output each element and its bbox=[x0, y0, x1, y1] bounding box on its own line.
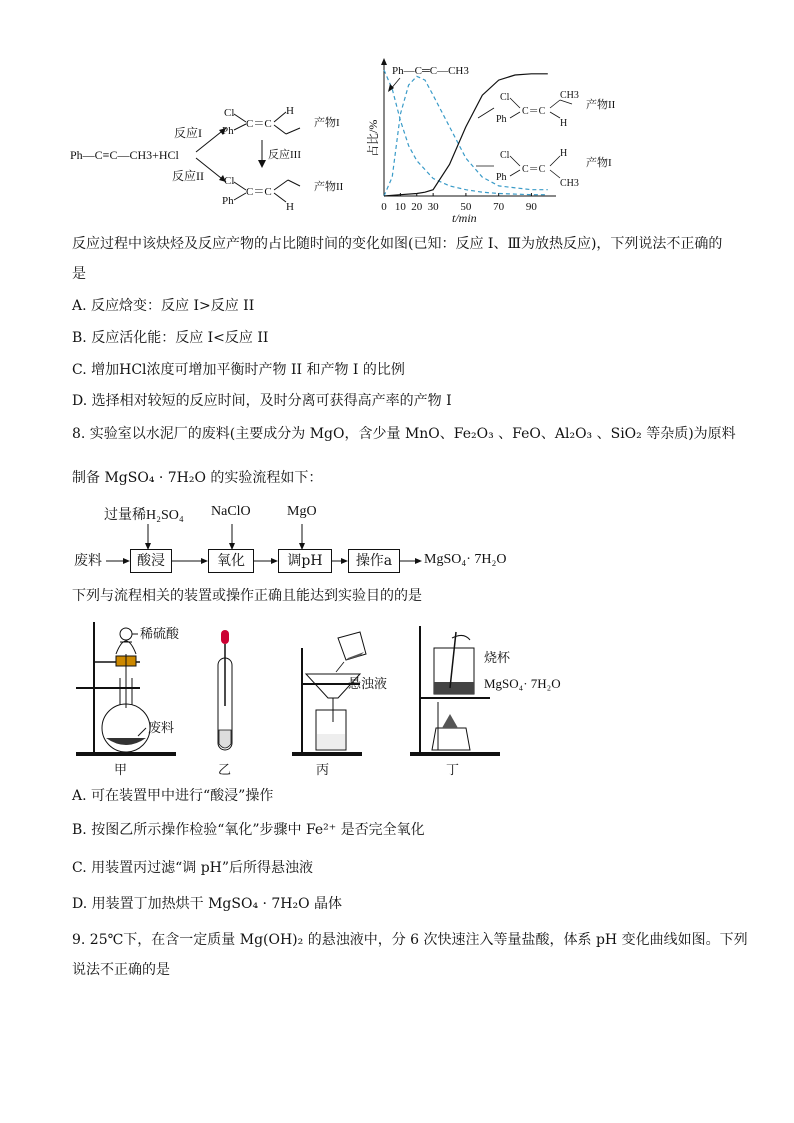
flow-step-oxidation: 氧化 bbox=[208, 549, 254, 573]
q7-option-b[interactable]: B. 反应活化能：反应 I<反应 II bbox=[72, 330, 269, 346]
svg-text:稀硫酸: 稀硫酸 bbox=[140, 626, 180, 641]
svg-text:C＝C: C＝C bbox=[522, 106, 546, 117]
p2-annotation: 产物II bbox=[586, 99, 616, 111]
x-axis-label: t/min bbox=[452, 211, 477, 225]
flow-reagent3: MgO bbox=[287, 504, 317, 519]
label-jia: 甲 bbox=[114, 762, 128, 777]
apparatus-jia bbox=[76, 622, 180, 777]
series-line-1 bbox=[384, 76, 548, 196]
apparatus-ding bbox=[410, 626, 561, 777]
q9-stem-line2: 说法不正确的是 bbox=[72, 962, 170, 978]
x-tick-label: 90 bbox=[525, 201, 537, 213]
svg-text:H: H bbox=[560, 148, 568, 159]
flow-start: 废料 bbox=[74, 553, 102, 569]
q8-question: 下列与流程相关的装置或操作正确且能达到实验目的的是 bbox=[72, 588, 422, 604]
q7-option-d[interactable]: D. 选择相对较短的反应时间，及时分离可获得高产率的产物 I bbox=[72, 393, 452, 409]
q8-option-a[interactable]: A. 可在装置甲中进行“酸浸”操作 bbox=[72, 788, 274, 804]
q8-option-c[interactable]: C. 用装置丙过滤“调 pH”后所得悬浊液 bbox=[72, 860, 314, 876]
q8-option-d[interactable]: D. 用装置丁加热烘干 MgSO₄ · 7H₂O 晶体 bbox=[72, 896, 343, 912]
svg-text:烧杯: 烧杯 bbox=[484, 650, 511, 665]
series-line-2 bbox=[384, 74, 548, 196]
x-tick-label: 20 bbox=[411, 201, 423, 213]
label-bing: 丙 bbox=[316, 762, 330, 777]
x-tick-label: 0 bbox=[381, 201, 387, 213]
x-tick-label: 30 bbox=[427, 201, 439, 213]
apparatus-bing bbox=[292, 632, 387, 777]
svg-text:悬浊液: 悬浊液 bbox=[348, 676, 388, 691]
q8-stem-line1: 8. 实验室以水泥厂的废料(主要成分为 MgO，含少量 MnO、Fe₂O₃ 、FeO、Al₂O₃ 、SiO₂ 等杂质)为原料 bbox=[72, 426, 736, 442]
apparatus-yi bbox=[218, 630, 232, 777]
flow-reagent2: NaClO bbox=[211, 504, 251, 519]
x-tick-label: 50 bbox=[460, 201, 472, 213]
svg-text:Cl: Cl bbox=[224, 107, 235, 119]
svg-text:H: H bbox=[286, 201, 294, 213]
flow-product: MgSO₄· 7H₂O bbox=[424, 552, 507, 567]
q8-option-b[interactable]: B. 按图乙所示操作检验“氧化”步骤中 Fe²⁺ 是否完全氧化 bbox=[72, 822, 425, 838]
reaction-scheme bbox=[68, 92, 368, 222]
flow-step-operation-a: 操作a bbox=[348, 549, 400, 573]
x-tick-label: 10 bbox=[394, 201, 406, 213]
svg-text:Ph: Ph bbox=[222, 125, 234, 137]
svg-text:Cl: Cl bbox=[500, 150, 510, 161]
reaction3-label: 反应III bbox=[268, 149, 301, 161]
p1-annotation: 产物I bbox=[586, 157, 612, 169]
svg-text:H: H bbox=[286, 105, 294, 117]
flow-step-adjust-ph: 调pH bbox=[278, 549, 332, 573]
q7-stem-line2: 是 bbox=[72, 266, 86, 282]
flow-reagent1: 过量稀H₂SO₄ bbox=[104, 508, 184, 523]
svg-text:C＝C: C＝C bbox=[246, 118, 272, 130]
reaction2-label: 反应II bbox=[172, 169, 204, 183]
alkyne-annotation: Ph—C═C—CH3 bbox=[392, 65, 469, 77]
svg-text:Ph: Ph bbox=[496, 172, 507, 183]
flow-arrows bbox=[60, 520, 460, 580]
series-line-0 bbox=[384, 70, 548, 195]
svg-text:H: H bbox=[560, 118, 568, 129]
q7-option-c[interactable]: C. 增加HCl浓度可增加平衡时产物 II 和产物 I 的比例 bbox=[72, 362, 405, 378]
label-ding: 丁 bbox=[446, 762, 460, 777]
svg-text:废料: 废料 bbox=[148, 720, 175, 735]
reactant-label: Ph—C≡C—CH3+HCl bbox=[70, 148, 179, 162]
product2-label: 产物II bbox=[314, 181, 344, 193]
svg-text:CH3: CH3 bbox=[560, 90, 579, 101]
y-axis-label: 占比/% bbox=[366, 119, 380, 157]
q8-stem-line2: 制备 MgSO₄ · 7H₂O 的实验流程如下： bbox=[72, 470, 323, 486]
product1-label: 产物I bbox=[314, 117, 340, 129]
svg-text:Ph: Ph bbox=[496, 114, 507, 125]
label-yi: 乙 bbox=[218, 762, 232, 777]
apparatus-figure bbox=[70, 618, 590, 780]
svg-text:Ph: Ph bbox=[222, 195, 234, 207]
svg-text:C＝C: C＝C bbox=[522, 164, 546, 175]
svg-text:MgSO₄· 7H₂O: MgSO₄· 7H₂O bbox=[484, 676, 561, 691]
q9-stem-line1: 9. 25℃下，在含一定质量 Mg(OH)₂ 的悬浊液中，分 6 次快速注入等量盐酸，体系 pH 变化曲线如图。下列 bbox=[72, 932, 748, 948]
ratio-time-chart bbox=[360, 56, 660, 226]
reaction1-label: 反应I bbox=[174, 126, 202, 140]
svg-text:Cl: Cl bbox=[500, 92, 510, 103]
svg-text:Cl: Cl bbox=[224, 175, 235, 187]
svg-text:C＝C: C＝C bbox=[246, 186, 272, 198]
x-tick-label: 70 bbox=[493, 201, 505, 213]
q7-option-a[interactable]: A. 反应焓变：反应 I>反应 II bbox=[72, 298, 255, 314]
q7-stem-line1: 反应过程中该炔烃及反应产物的占比随时间的变化如图(已知：反应 I、Ⅲ为放热反应)，下列说法不正确的 bbox=[72, 236, 723, 252]
flow-step-acid-leach: 酸浸 bbox=[130, 549, 172, 573]
svg-text:CH3: CH3 bbox=[560, 178, 579, 189]
